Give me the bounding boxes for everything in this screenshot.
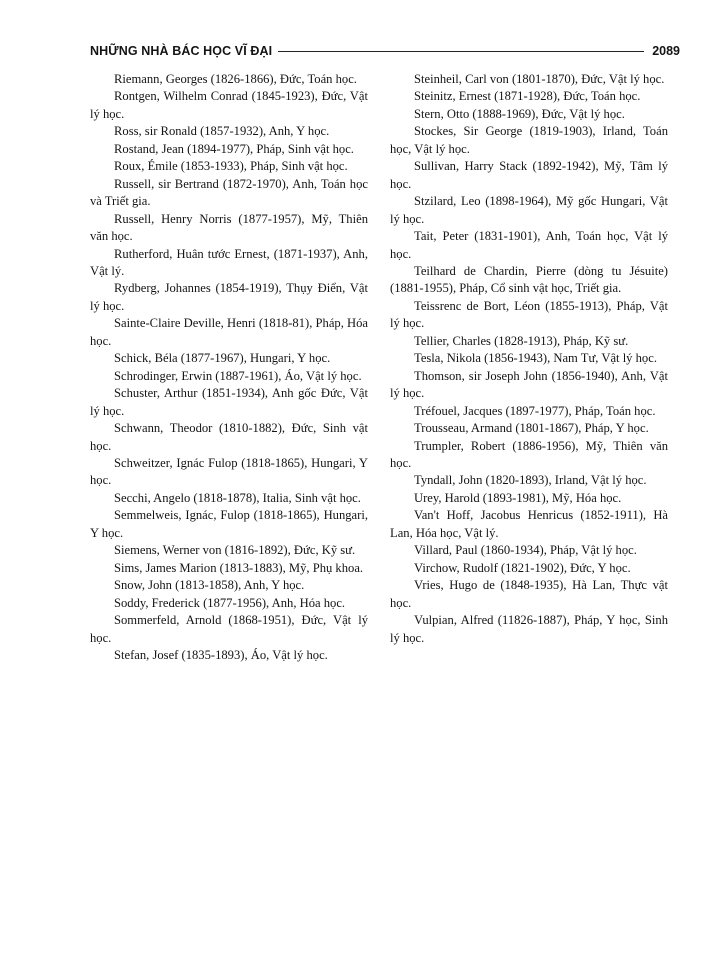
list-item: Tellier, Charles (1828-1913), Pháp, Kỹ sư. [414,333,629,348]
list-item: Sims, James Marion (1813-1883), Mỹ, Phụ khoa. [114,560,364,575]
running-header [90,43,680,59]
list-item: Stockes, Sir George (1819-1903), Irland, Toán học, Vật lý học. [390,124,668,156]
book-title: NHỮNG NHÀ BÁC HỌC VĨ ĐẠI [90,44,273,58]
list-item: Russell, Henry Norris (1877-1957), Mỹ, Thiên văn học. [90,211,368,244]
list-item: Russell, sir Bertrand (1872-1970), Anh, Toán học và Triết gia. [90,176,368,209]
list-item: Rostand, Jean (1894-1977), Pháp, Sinh vật học. [114,141,354,156]
list-item: Sullivan, Harry Stack (1892-1942), Mỹ, Tâm lý học. [390,159,668,191]
list-item: Roux, Émile (1853-1933), Pháp, Sinh vật học. [114,159,348,174]
list-item: Soddy, Frederick (1877-1956), Anh, Hóa học. [114,595,346,610]
list-item: Schick, Béla (1877-1967), Hungari, Y học. [114,351,331,366]
list-item: Sainte-Claire Deville, Henri (1818-81), Pháp, Hóa học. [90,316,368,348]
list-item: Thomson, sir Joseph John (1856-1940), Anh, Vật lý học. [390,368,668,401]
list-item: Semmelweis, Ignác, Fulop (1818-1865), Hungari, Y học. [90,508,368,540]
list-item: Schuster, Arthur (1851-1934), Anh gốc Đức, Vật lý học. [90,386,368,418]
list-item: Rontgen, Wilhelm Conrad (1845-1923), Đức, Vật lý học. [90,89,368,121]
left-column [90,71,368,664]
list-item: Stzilard, Leo (1898-1964), Mỹ gốc Hungari, Vật lý học. [390,194,668,226]
list-item: Schwann, Theodor (1810-1882), Đức, Sinh vật học. [90,421,368,453]
list-item: Sommerfeld, Arnold (1868-1951), Đức, Vật lý học. [90,613,368,645]
right-column [390,71,668,647]
list-item: Vries, Hugo de (1848-1935), Hà Lan, Thực vật học. [390,578,668,610]
header-rule [278,51,644,52]
list-item: Tyndall, John (1820-1893), Irland, Vật lý học. [414,473,647,488]
list-item: Riemann, Georges (1826-1866), Đức, Toán học. [114,72,357,86]
list-item: Ross, sir Ronald (1857-1932), Anh, Y học. [114,124,330,139]
list-item: Snow, John (1813-1858), Anh, Y học. [114,578,305,593]
list-item: Rutherford, Huân tước Ernest, (1871-1937), Anh, Vật lý. [90,246,368,278]
list-item: Schweitzer, Ignác Fulop (1818-1865), Hungari, Y học. [90,455,368,488]
list-item: Urey, Harold (1893-1981), Mỹ, Hóa học. [414,490,622,505]
list-item: Tait, Peter (1831-1901), Anh, Toán học, Vật lý học. [390,229,668,261]
list-item: Virchow, Rudolf (1821-1902), Đức, Y học. [414,560,631,575]
list-item: Secchi, Angelo (1818-1878), Italia, Sinh vật học. [114,490,361,505]
list-item: Teilhard de Chardin, Pierre (dòng tu Jésuite) (1881-1955), Pháp, Cổ sinh vật học, Triết gia. [390,263,668,296]
list-item: Stefan, Josef (1835-1893), Áo, Vật lý học. [114,647,328,662]
list-item: Stern, Otto (1888-1969), Đức, Vật lý học. [414,106,625,121]
page-number: 2089 [652,44,680,58]
list-item: Steinheil, Carl von (1801-1870), Đức, Vật lý học. [414,72,665,86]
list-item: Trousseau, Armand (1801-1867), Pháp, Y học. [414,421,649,436]
list-item: Siemens, Werner von (1816-1892), Đức, Kỹ sư. [114,543,356,558]
list-item: Villard, Paul (1860-1934), Pháp, Vật lý học. [414,543,637,558]
list-item: Schrodinger, Erwin (1887-1961), Áo, Vật lý học. [114,368,362,383]
list-item: Vulpian, Alfred (11826-1887), Pháp, Y học, Sinh lý học. [390,613,668,645]
list-item: Tesla, Nikola (1856-1943), Nam Tư, Vật lý học. [414,351,657,366]
list-item: Tréfouel, Jacques (1897-1977), Pháp, Toán học. [414,403,656,418]
list-item: Rydberg, Johannes (1854-1919), Thụy Điển, Vật lý học. [90,281,368,313]
list-item: Teissrenc de Bort, Léon (1855-1913), Pháp, Vật lý học. [390,298,668,331]
list-item: Trumpler, Robert (1886-1956), Mỹ, Thiên văn học. [390,438,668,470]
list-item: Van't Hoff, Jacobus Henricus (1852-1911), Hà Lan, Hóa học, Vật lý. [390,508,668,540]
list-item: Steinitz, Ernest (1871-1928), Đức, Toán học. [414,89,641,104]
